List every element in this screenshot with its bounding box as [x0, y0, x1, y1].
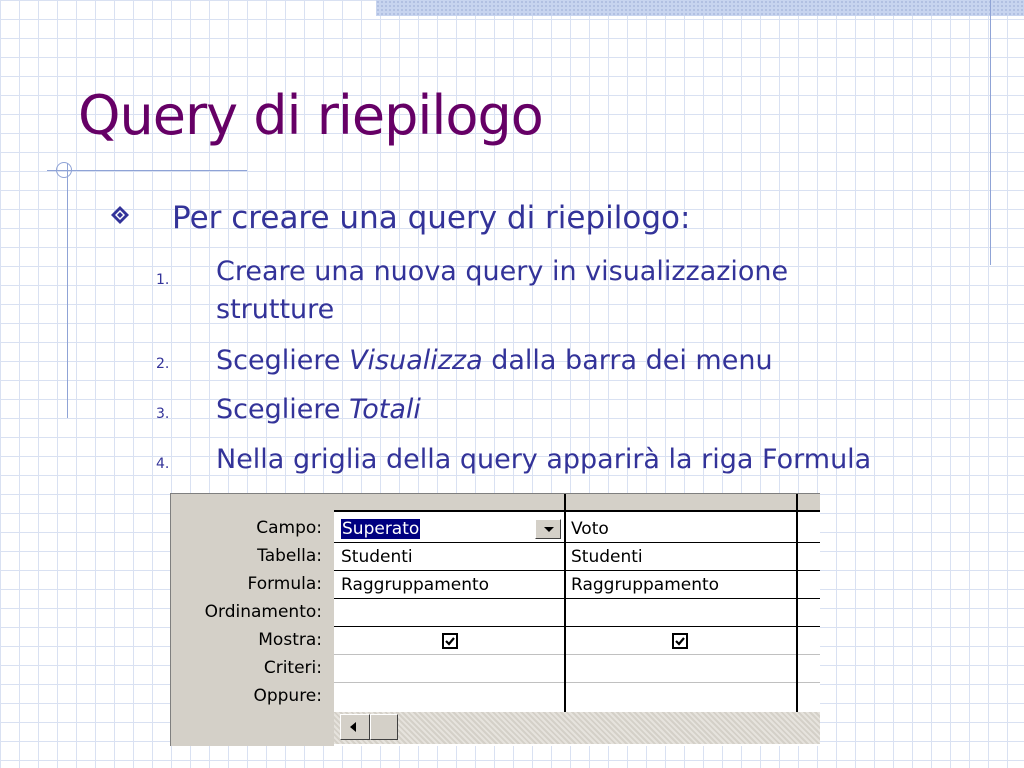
grid-line — [334, 598, 820, 599]
row-label-campo: Campo: — [256, 518, 322, 538]
step-3-text-before: Scegliere — [216, 394, 350, 425]
bullet-heading: Per creare una query di riepilogo: — [172, 200, 691, 236]
step-2-italic-menu: Visualizza — [349, 345, 483, 376]
campo-field-1[interactable]: Superato — [342, 519, 420, 539]
row-label-mostra: Mostra: — [258, 630, 322, 650]
step-text-3 — [216, 391, 956, 429]
campo-field-2[interactable]: Voto — [571, 519, 609, 539]
checkmark-icon — [444, 635, 456, 647]
step-number-4: 4. — [156, 456, 170, 472]
grid-line — [334, 682, 820, 683]
grid-line — [334, 570, 820, 571]
column-selector-3[interactable] — [798, 494, 820, 512]
decorative-title-rule — [47, 170, 247, 171]
scroll-left-button[interactable] — [340, 714, 370, 740]
row-labels-panel — [171, 494, 334, 746]
grid-column-divider — [796, 494, 798, 714]
scroll-thumb[interactable] — [370, 714, 398, 740]
step-number-2: 2. — [156, 356, 170, 372]
row-label-ordinamento: Ordinamento: — [204, 602, 322, 622]
step-text-4: Nella griglia della query apparirà la riga Formula — [216, 444, 872, 475]
step-number-3: 3. — [156, 406, 170, 422]
mostra-checkbox-1[interactable] — [442, 633, 458, 649]
step-2-text-after: dalla barra dei menu — [482, 345, 773, 376]
row-label-formula: Formula: — [247, 574, 322, 594]
step-number-1: 1. — [156, 272, 170, 288]
formula-field-2[interactable]: Raggruppamento — [571, 575, 720, 595]
checkmark-icon — [674, 635, 686, 647]
step-text-1: Creare una nuova query in visualizzazione strutture — [216, 256, 789, 325]
decorative-top-band — [376, 0, 1024, 16]
formula-field-1[interactable]: Raggruppamento — [341, 575, 490, 595]
slide-title: Query di riepilogo — [78, 84, 543, 147]
column-selector-1[interactable] — [334, 494, 564, 512]
grid-column-divider — [564, 494, 566, 714]
grid-line — [334, 626, 820, 627]
query-design-grid — [170, 493, 820, 746]
mostra-checkbox-2[interactable] — [672, 633, 688, 649]
tabella-field-1[interactable]: Studenti — [341, 547, 413, 567]
tabella-field-2[interactable]: Studenti — [571, 547, 643, 567]
step-text-2 — [216, 342, 956, 380]
column-selector-2[interactable] — [566, 494, 796, 512]
grid-line — [334, 542, 820, 543]
horizontal-scrollbar[interactable] — [334, 712, 820, 744]
grid-line — [334, 654, 820, 655]
step-2-text-before: Scegliere — [216, 345, 350, 376]
row-label-tabella: Tabella: — [257, 546, 322, 566]
decorative-right-rule — [990, 0, 991, 265]
row-label-criteri: Criteri: — [263, 658, 322, 678]
row-label-oppure: Oppure: — [253, 686, 322, 706]
campo-dropdown-button[interactable] — [535, 519, 561, 539]
diamond-bullet-icon — [110, 205, 130, 225]
decorative-left-rule — [67, 163, 68, 418]
decorative-circle — [56, 162, 72, 178]
step-3-italic-menu: Totali — [349, 394, 421, 425]
